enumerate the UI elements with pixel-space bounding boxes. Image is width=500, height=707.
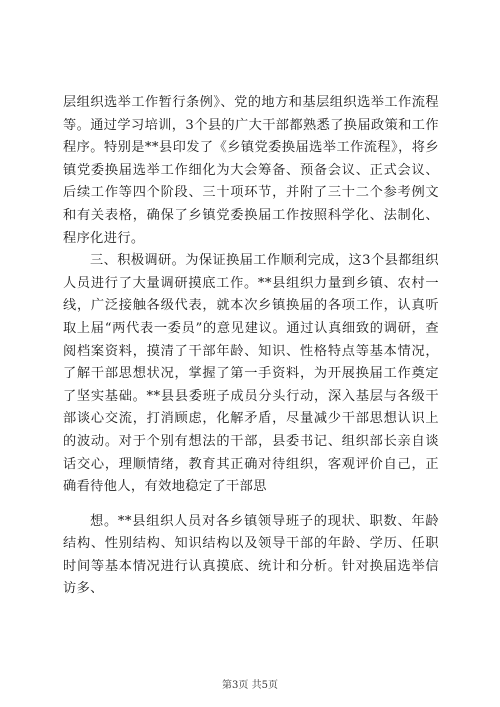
page-number-footer: 第3页 共5页 (222, 680, 278, 691)
paragraph-research: 三、积极调研。为保证换届工作顺利完成，这3个县都组织人员进行了大量调研摸底工作。**县组织力量到乡镇、农村一线，广泛接触各级代表，就本次乡镇换届的各项工作，认真听取上届“两代表一委员”的意见建议。通过认真细致的调研，查阅档案资料，摸清了干部年龄、知识、性格特点等基本情况，了解干部思想状况，掌握了第一手资料，为开展换届工作奠定了坚实基础。**县县委班子成员分头行动，深入基层与各级干部谈心交流，打消顾虑，化解矛盾，尽量减少干部思想认识上的波动。对于个别有想法的干部，县委书记、组织部长亲自谈话交心，理顺情绪，教育其正确对待组织，客观评价自己，正确看待他人，有效地稳定了干部思 (63, 253, 439, 495)
document-body (63, 92, 439, 601)
paragraph-survey: 想。**县组织人员对各乡镇领导班子的现状、职数、年龄结构、性别结构、知识结构以及领导干部的年龄、学历、任职时间等基本情况进行认真摸底、统计和分析。针对换届选举信访多、 (63, 513, 439, 597)
paragraph-training: 层组织选举工作暂行条例》、党的地方和基层组织选举工作流程等。通过学习培训，3个县的广大干部都熟悉了换届政策和工作程序。特别是**县印发了《乡镇党委换届选举工作流程》，将乡镇党委换届选举工作细化为大会筹备、预备会议、正式会议、后续工作等四个阶段、三十项环节，并附了三十二个参考例文和有关表格，确保了乡镇党委换届工作按照科学化、法制化、程序化进行。 (63, 95, 439, 246)
